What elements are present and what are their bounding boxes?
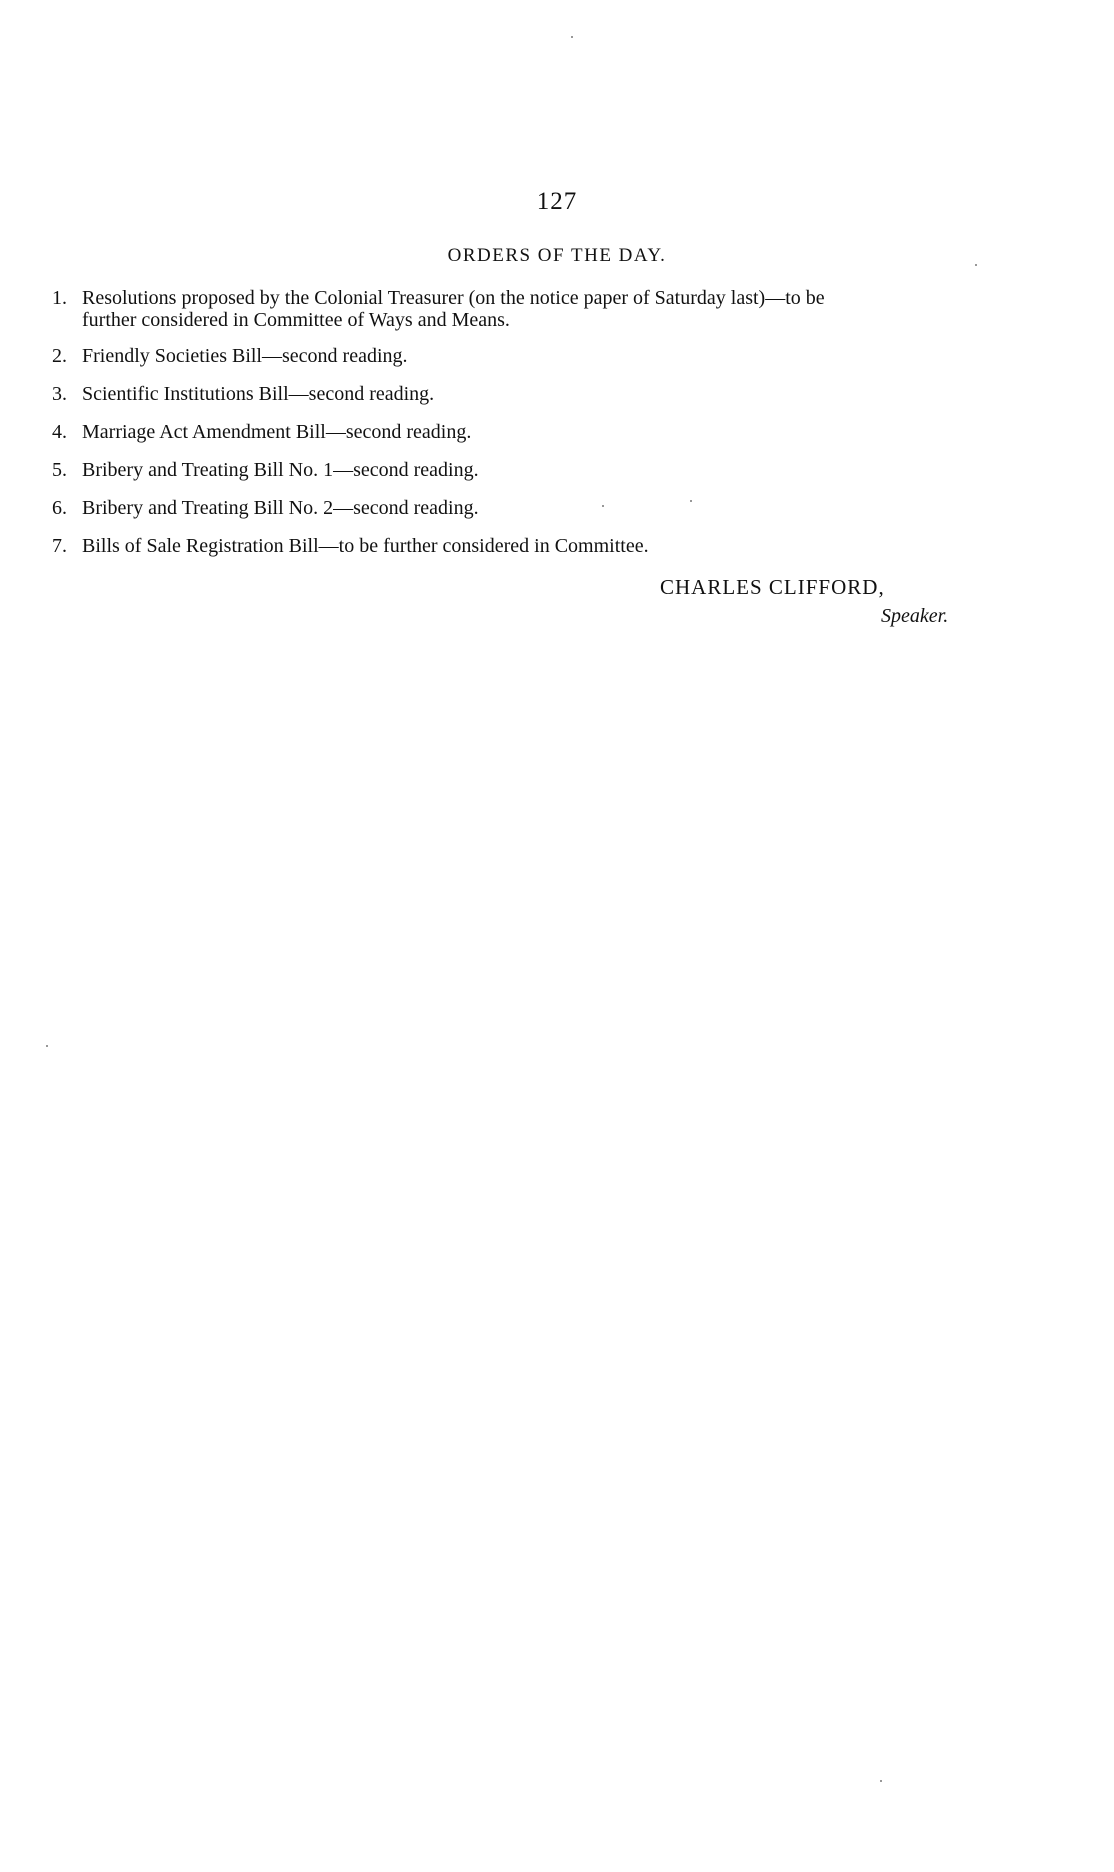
order-number: 5.: [52, 459, 67, 481]
order-item: [52, 287, 1012, 331]
order-text-line: Resolutions proposed by the Colonial Treasurer (on the notice paper of Saturday last)—to be: [82, 287, 825, 309]
order-item: [52, 383, 1012, 405]
order-item: [52, 459, 1012, 481]
order-text: Bills of Sale Registration Bill—to be further considered in Committee.: [82, 535, 649, 557]
order-number: 3.: [52, 383, 67, 405]
print-speck: [975, 264, 977, 266]
signature-title: Speaker.: [881, 605, 949, 627]
order-number: 7.: [52, 535, 67, 557]
orders-list: [52, 287, 1012, 573]
print-speck: [571, 36, 573, 38]
section-heading: ORDERS OF THE DAY.: [447, 245, 667, 266]
print-speck: [690, 500, 692, 502]
order-item: [52, 535, 1012, 557]
order-text: Bribery and Treating Bill No. 2—second reading.: [82, 497, 479, 519]
order-text: Scientific Institutions Bill—second reading.: [82, 383, 435, 405]
order-item: [52, 497, 1012, 519]
print-speck: [880, 1780, 882, 1782]
print-speck: [46, 1045, 48, 1047]
order-text: [82, 287, 1012, 331]
order-number: 6.: [52, 497, 67, 519]
signature-name: CHARLES CLIFFORD,: [660, 575, 885, 599]
order-item: [52, 345, 1012, 367]
order-text-line: further considered in Committee of Ways and Means.: [82, 309, 510, 331]
order-number: 4.: [52, 421, 67, 443]
order-text: Marriage Act Amendment Bill—second reading.: [82, 421, 472, 443]
order-text: Friendly Societies Bill—second reading.: [82, 345, 408, 367]
order-number: 2.: [52, 345, 67, 367]
print-speck: [602, 505, 604, 507]
order-number: 1.: [52, 287, 67, 309]
order-text: Bribery and Treating Bill No. 1—second reading.: [82, 459, 479, 481]
page-number: 127: [536, 188, 578, 215]
order-item: [52, 421, 1012, 443]
